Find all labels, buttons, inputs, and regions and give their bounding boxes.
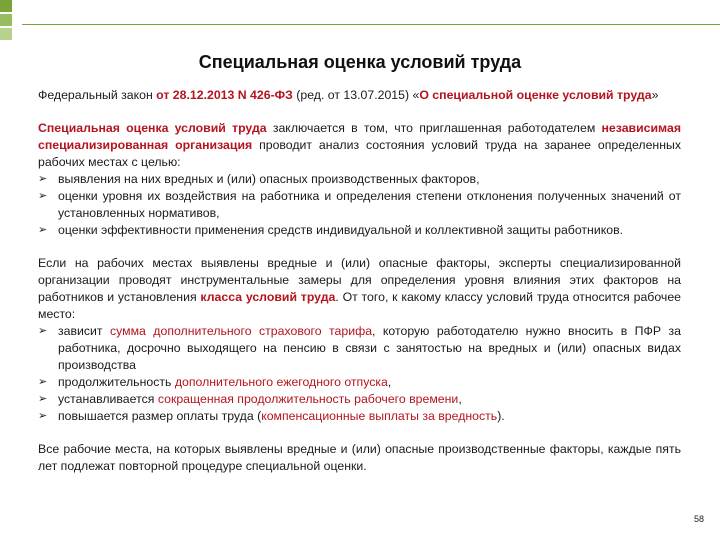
- intro-text-2: проводит анализ состояния условий труда на заранее определенных рабочих местах с целью:: [38, 138, 681, 169]
- intro-paragraph: [38, 120, 681, 171]
- list-item: ➢ выявления на них вредных и (или) опасных производственных факторов,: [38, 171, 681, 188]
- item-post: ,: [387, 375, 392, 389]
- corner-decoration: [0, 0, 24, 42]
- item-term: компенсационные выплаты за вредность: [261, 409, 498, 423]
- item-term: сумма дополнительного страхового тарифа: [109, 324, 373, 338]
- law-name: О специальной оценке условий труда: [419, 88, 652, 102]
- law-reference: [38, 87, 681, 104]
- item-pre: зависит: [58, 324, 110, 338]
- law-suffix: »: [651, 88, 659, 102]
- list-item: [38, 408, 681, 425]
- list-item: [38, 323, 681, 374]
- item-pre: продолжительность: [58, 375, 175, 389]
- factors-text-1: Если на рабочих местах выявлены вредные и (или) опасные факторы, эксперты специализированной организации проводят инструментальные замеры для определения уровня влияния этих факторов на работников и установления: [38, 256, 681, 304]
- conclusion-paragraph: Все рабочие места, на которых выявлены вредные и (или) опасные производственные факторы, каждые пять лет подлежат повторной процедуре специальной оценки.: [38, 442, 681, 473]
- decor-square: [0, 14, 12, 26]
- slide-title: Специальная оценка условий труда: [198, 52, 522, 72]
- item-post: , которую работодателю нужно вносить в ПФР за работника, досрочно выходящего на пенсию в связи с занятостью на вредных и (или) опасных видах производства: [58, 324, 681, 372]
- item-term: сокращенная продолжительность рабочего времени: [157, 392, 459, 406]
- factors-paragraph: [38, 255, 681, 323]
- intro-term: Специальная оценка условий труда: [38, 121, 267, 135]
- item-post: ,: [458, 392, 462, 406]
- list-item: ➢ оценки уровня их воздействия на работника и определения степени отклонения полученных значений от установленных нормативов,: [38, 188, 681, 222]
- law-edition: (ред. от 13.07.2015) «: [292, 88, 420, 102]
- list-item: [38, 374, 681, 391]
- item-pre: повышается размер оплаты труда (: [58, 409, 262, 423]
- item-term: дополнительного ежегодного отпуска: [174, 375, 388, 389]
- law-prefix: Федеральный закон: [38, 88, 157, 102]
- intro-text-1: заключается в том, что приглашенная работодателем: [266, 121, 602, 135]
- item-pre: устанавливается: [58, 392, 158, 406]
- decor-square: [0, 0, 12, 12]
- list-item: ➢ оценки эффективности применения средств индивидуальной и коллективной защиты работников.: [38, 222, 681, 239]
- factors-text-2: . От того, к какому классу условий труда относится рабочее место:: [38, 290, 682, 321]
- item-post: ).: [497, 409, 505, 423]
- class-term: класса условий труда: [200, 290, 336, 304]
- list-item: [38, 391, 681, 408]
- top-rule: [22, 24, 720, 25]
- goals-list: [38, 171, 681, 239]
- page-number: 58: [693, 514, 704, 524]
- intro-org: независимая специализированная организация: [38, 121, 682, 152]
- consequences-list: [38, 323, 681, 425]
- law-number: от 28.12.2013 N 426-ФЗ: [156, 88, 293, 102]
- slide-content: [38, 87, 681, 475]
- decor-square: [0, 28, 12, 40]
